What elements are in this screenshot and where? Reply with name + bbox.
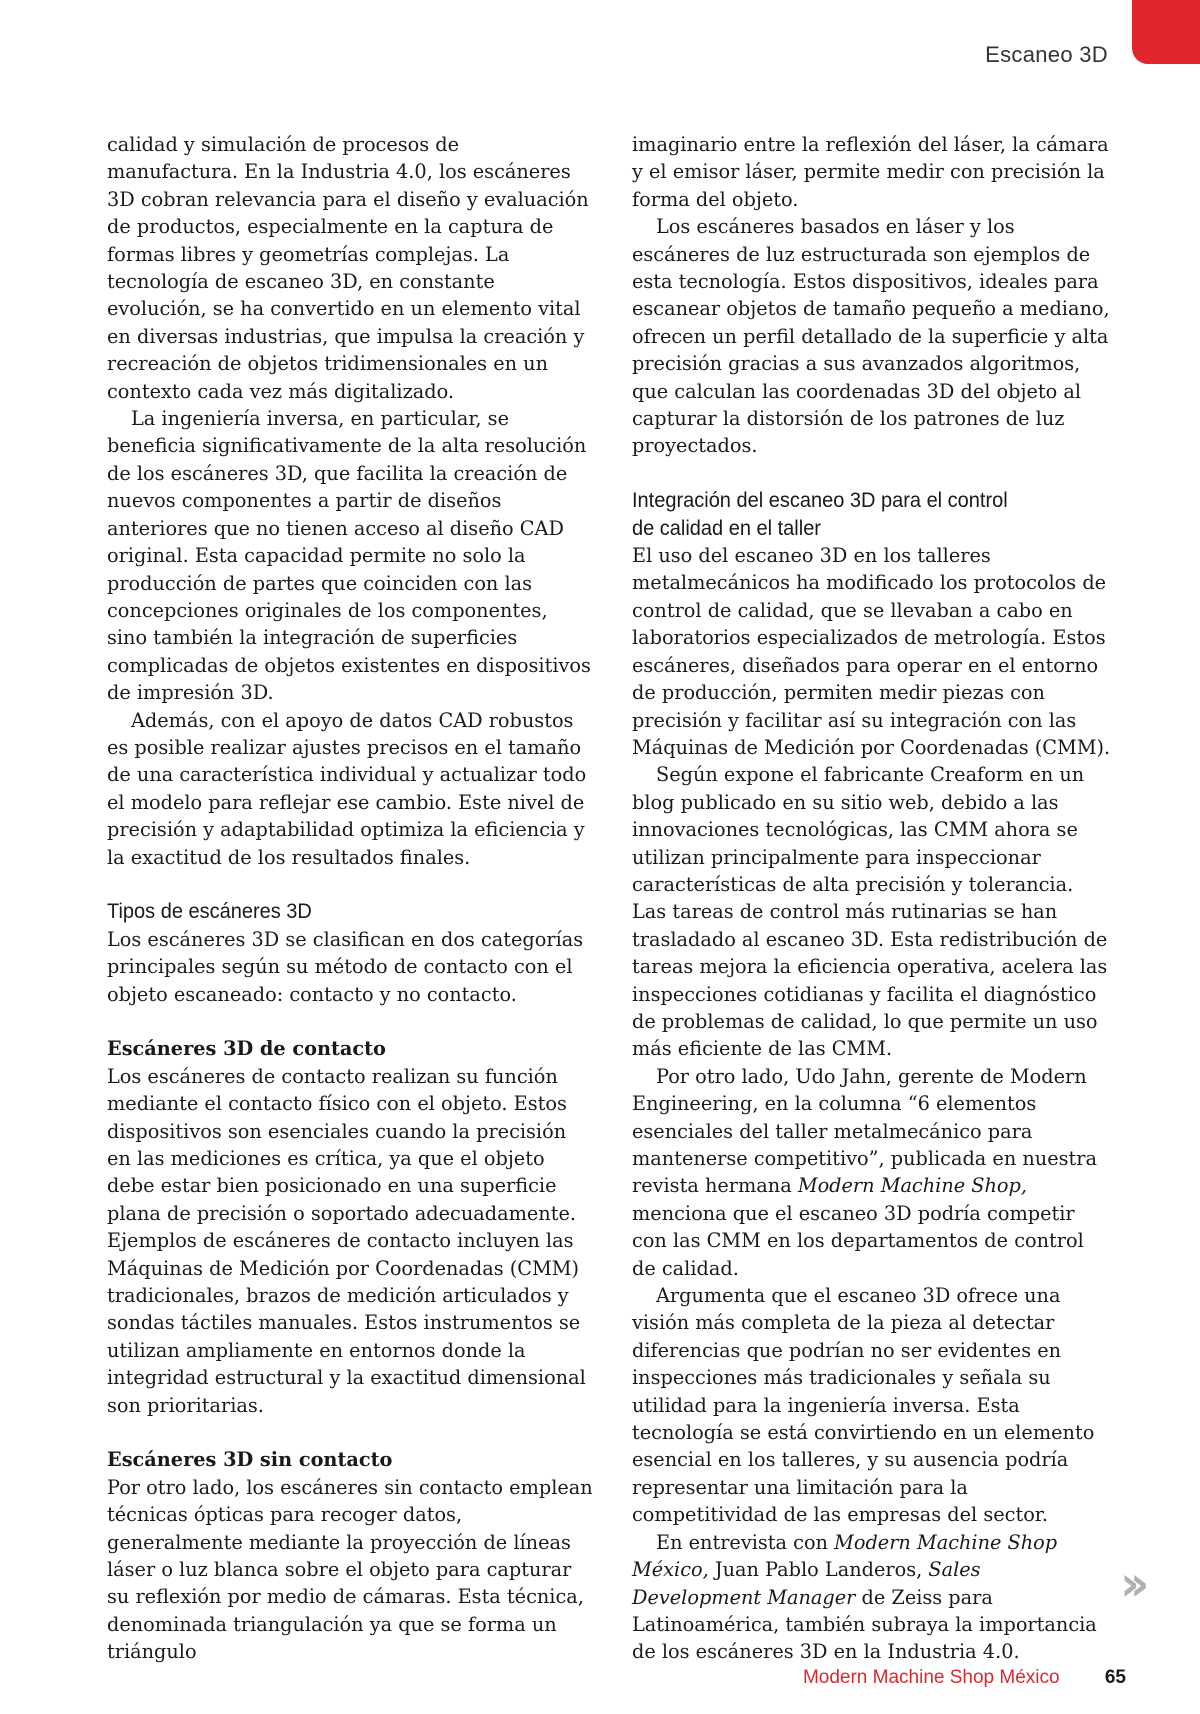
paragraph: calidad y simulación de procesos de manufactura. En la Industria 4.0, los escáneres 3D cobran relevancia para el diseño y evaluación de productos, especialmente en la captura de formas libres y geometrías complejas. La tecnología de escaneo 3D, en constante evolución, se ha convertido en un elemento vital en diversas industrias, que impulsa la creación y recreación de objetos tridimensionales en un contexto cada vez más digitalizado. — [107, 133, 589, 403]
text-run: menciona que el escaneo 3D podría competir con las CMM en los departamentos de control de calidad. — [632, 1201, 1084, 1280]
subheading-escaneres-contacto: Escáneres 3D de contacto — [107, 1037, 386, 1061]
paragraph — [632, 1529, 1112, 1666]
paragraph: Los escáneres basados en láser y los escáneres de luz estructurada son ejemplos de esta tecnología. Estos dispositivos, ideales para escanear objetos de tamaño pequeño a mediano, ofrecen un perfil detallado de la superficie y alta precisión gracias a sus avanzados algoritmos, que calculan las coordenadas 3D del objeto al capturar la distorsión de los patrones de luz proyectados. — [632, 215, 1110, 458]
heading-line: de calidad en el taller — [632, 515, 821, 540]
section-label: Escaneo 3D — [985, 42, 1108, 67]
left-column — [107, 131, 593, 1666]
paragraph: La ingeniería inversa, en particular, se beneficia significativamente de la alta resolución de los escáneres 3D, que facilita la creación de nuevos componentes a partir de diseños anteriores que no tienen acceso al diseño CAD original. Esta capacidad permite no solo la producción de partes que coinciden con las concepciones originales de los componentes, sino también la integración de superficies complicadas de objetos existentes en dispositivos de impresión 3D. — [107, 407, 591, 705]
paragraph: Los escáneres de contacto realizan su función mediante el contacto físico con el objeto. Estos dispositivos son esenciales cuando la precisión en las mediciones es crítica, ya que el objeto debe estar bien posicionado en una superficie plana de precisión o soportado adecuadamente. Ejemplos de escáneres de contacto incluyen las Máquinas de Medición por Coordenadas (CMM) tradicionales, brazos de medición articulados y sondas táctiles manuales. Estos instrumentos se utilizan ampliamente en entornos donde la integridad estructural y la exactitud dimensional son prioritarias. — [107, 1064, 586, 1417]
subheading-escaneres-sin-contacto: Escáneres 3D sin contacto — [107, 1448, 393, 1472]
paragraph: El uso del escaneo 3D en los talleres metalmecánicos ha modificado los protocolos de control de calidad, que se llevaban a cabo en laboratorios especializados de metrología. Estos escáneres, diseñados para operar en el entorno de producción, permiten medir piezas con precisión y facilitar así su integración con las Máquinas de Medición por Coordenadas (CMM). — [632, 544, 1111, 759]
page-number: 65 — [1104, 1667, 1126, 1688]
paragraph: Por otro lado, los escáneres sin contacto emplean técnicas ópticas para recoger datos, generalmente mediante la proyección de líneas láser o luz blanca sobre el objeto para capturar su reflexión por medio de cámaras. Esta técnica, denominada triangulación ya que se forma un triángulo — [107, 1475, 593, 1664]
right-column — [632, 131, 1112, 1666]
heading-line: Integración del escaneo 3D para el control — [632, 488, 1008, 513]
italic-title: Sales Development Manager — [632, 1558, 981, 1609]
paragraph: Argumenta que el escaneo 3D ofrece una visión más completa de la pieza al detectar diferencias que podrían no ser evidentes en inspecciones más tradicionales y señala su utilidad para la ingeniería inversa. Esta tecnología se está convirtiendo en un elemento esencial en los talleres, y su ausencia podría representar una limitación para la competitividad de las empresas del sector. — [632, 1284, 1095, 1527]
text-run: Juan Pablo Landeros, — [708, 1558, 929, 1582]
heading-integracion — [632, 487, 1078, 542]
double-chevron-right-icon: ›› — [1120, 1556, 1140, 1612]
text-run: En entrevista con — [656, 1530, 835, 1554]
magazine-name: Modern Machine Shop México — [802, 1667, 1060, 1688]
paragraph: imaginario entre la reflexión del láser, la cámara y el emisor láser, permite medir con precisión la forma del objeto. — [632, 133, 1109, 211]
paragraph: Los escáneres 3D se clasifican en dos categorías principales según su método de contacto con el objeto escaneado: contacto y no contacto. — [107, 927, 584, 1006]
corner-tab-accent — [1132, 0, 1200, 64]
italic-title: Modern Machine Shop, — [797, 1174, 1027, 1198]
text-run: Por otro lado, Udo Jahn, gerente de Modern Engineering, en la columna “6 elementos esenciales del taller metalmecánico para mantenerse competitivo”, publicada en nuestra revista hermana — [632, 1064, 1097, 1198]
page-footer — [803, 1667, 1126, 1689]
paragraph: Además, con el apoyo de datos CAD robustos es posible realizar ajustes precisos en el tamaño de una característica individual y actualizar todo el modelo para reflejar ese cambio. Este nivel de precisión y adaptabilidad optimiza la eficiencia y la exactitud de los resultados finales. — [107, 708, 587, 869]
paragraph — [632, 1063, 1112, 1282]
italic-title: Modern Machine Shop México, — [632, 1530, 1058, 1582]
paragraph: Según expone el fabricante Creaform en un blog publicado en su sitio web, debido a las innovaciones tecnológicas, las CMM ahora se utilizan principalmente para inspeccionar características de alta precisión y tolerancia. Las tareas de control más rutinarias se han trasladado al escaneo 3D. Esta redistribución de tareas mejora la eficiencia operativa, acelera las inspecciones cotidianas y facilita el diagnóstico de problemas de calidad, lo que permite un uso más eficiente de las CMM. — [632, 763, 1108, 1061]
text-run: de Zeiss para Latinoamérica, también subraya la importancia de los escáneres 3D en la Industria 4.0. — [632, 1585, 1097, 1664]
heading-tipos-escaneres: Tipos de escáneres 3D — [107, 899, 312, 924]
